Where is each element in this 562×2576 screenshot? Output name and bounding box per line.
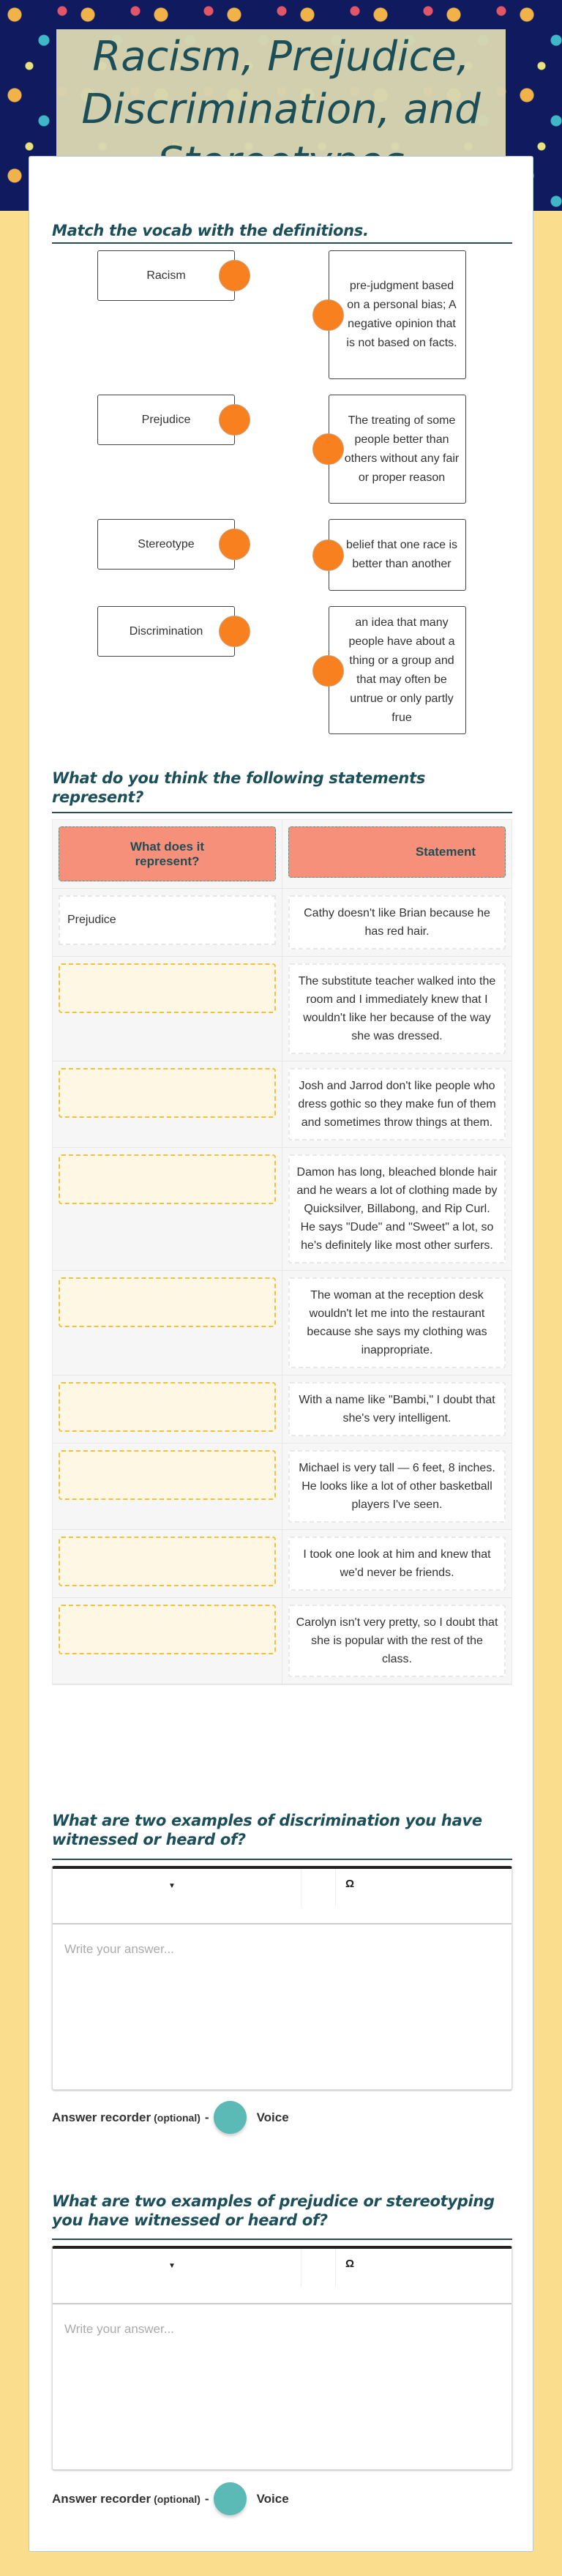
voice-record-button[interactable] [214,2482,247,2515]
match-connector-right[interactable] [312,655,344,687]
statement-card: The woman at the reception desk wouldn't let me into the restaurant because she says my clothing was inappropriate. [288,1277,506,1368]
statement-card: I took one look at him and knew that we'd never be friends. [288,1537,506,1591]
drop-zone[interactable] [59,1605,276,1654]
recorder-label: Answer recorder [52,2491,151,2506]
statement-card: The substitute teacher walked into the room and I immediately knew that I wouldn't like her because of the way she was dressed. [288,963,506,1054]
title-panel [56,29,506,161]
caret-down-icon: ▼ [168,1882,176,1890]
divider [52,242,512,244]
drop-zone[interactable] [59,1382,276,1432]
editor-toolbar [53,2249,512,2304]
page-title: Racism, Prejudice, Discrimination, and [81,33,481,133]
toolbar-button[interactable] [301,1869,336,1907]
table-row [53,957,512,1061]
table-row [53,1375,512,1444]
column-header-represent: What does it represent? [59,826,276,881]
toolbar-button[interactable] [301,2249,336,2287]
match-connector-left[interactable] [219,260,250,291]
statement-card: With a name like "Bambi," I doubt that she's very intelligent. [288,1382,506,1436]
recorder-optional: (optional) [154,2111,201,2124]
match-term-discrimination[interactable]: Discrimination [97,606,235,657]
table-row [53,889,512,957]
match-term-prejudice[interactable]: Prejudice [97,395,235,445]
drop-zone[interactable] [59,963,276,1013]
statement-card: Damon has long, bleached blonde hair and he wears a lot of clothing made by Quicksilver, Billabong, and Rip Curl. He says "Dude" and "Sweet" a lot, so he's definitely like most other surfers. [288,1154,506,1263]
recorder-label: Answer recorder [52,2110,151,2124]
match-heading: Match the vocab with the definitions. [52,222,369,239]
match-connector-right[interactable] [312,540,344,571]
statement-card: Michael is very tall — 6 feet, 8 inches. He looks like a lot of other basketball players I've seen. [288,1450,506,1523]
table-row [53,1444,512,1530]
divider [52,1859,512,1860]
match-definition[interactable]: belief that one race is better than another [329,519,466,591]
format-dropdown[interactable] [53,1869,301,1907]
caret-down-icon: ▼ [168,2262,176,2270]
match-term-racism[interactable]: Racism [97,250,235,301]
match-connector-left[interactable] [219,529,250,560]
answer-editor-1 [52,1866,512,2090]
drop-zone[interactable] [59,1068,276,1118]
recorder-dash: - [204,2110,209,2124]
question-2-heading: What are two examples of prejudice or stereotyping you have witnessed or heard of? [52,2192,495,2229]
match-connector-left[interactable] [219,616,250,647]
match-connector-right[interactable] [312,299,344,331]
table-row [53,1530,512,1598]
table-row [53,1061,512,1148]
question-1-heading: What are two examples of discrimination you have witnessed or heard of? [52,1812,482,1848]
special-character-icon[interactable]: Ω [345,2258,355,2270]
drop-zone[interactable] [59,1154,276,1204]
answer-input-1[interactable] [53,1924,512,2086]
worksheet-card [29,156,533,2552]
table-row [53,1271,512,1375]
special-character-icon[interactable]: Ω [345,1878,355,1890]
voice-label: Voice [256,2491,289,2506]
match-connector-left[interactable] [219,404,250,436]
divider [52,812,512,813]
answer-recorder-1 [52,2101,289,2134]
drop-zone[interactable] [59,1450,276,1500]
answer-editor-2 [52,2246,512,2470]
sort-heading: What do you think the following statements represent? [52,769,426,806]
answer-input-2[interactable] [53,2304,512,2465]
answer-recorder-2 [52,2482,289,2515]
statement-card: Josh and Jarrod don't like people who dress gothic so they make fun of them and sometimes throw things at them. [288,1068,506,1140]
match-definition[interactable]: an idea that many people have about a thing or a group and that may often be untrue or only partly frue [329,606,466,734]
sort-table [52,819,512,1685]
voice-label: Voice [256,2110,289,2124]
recorder-optional: (optional) [154,2493,201,2505]
drop-zone[interactable] [59,1277,276,1327]
statement-card: Carolyn isn't very pretty, so I doubt that she is popular with the rest of the class. [288,1605,506,1677]
editor-toolbar [53,1869,512,1924]
table-row [53,1598,512,1684]
drop-zone[interactable] [59,1537,276,1586]
table-row [53,1148,512,1271]
match-term-stereotype[interactable]: Stereotype [97,519,235,570]
match-definition[interactable]: pre-judgment based on a personal bias; A negative opinion that is not based on facts. [329,250,466,379]
divider [52,2239,512,2240]
answer-card[interactable]: Prejudice [59,895,276,945]
table-header-row [53,820,512,889]
format-dropdown[interactable] [53,2249,301,2287]
voice-record-button[interactable] [214,2101,247,2134]
column-header-statement: Statement [288,826,506,878]
match-connector-right[interactable] [312,433,344,465]
recorder-dash: - [204,2491,209,2506]
statement-card: Cathy doesn't like Brian because he has red hair. [288,895,506,949]
match-definition[interactable]: The treating of some people better than others without any fair or proper reason [329,395,466,504]
